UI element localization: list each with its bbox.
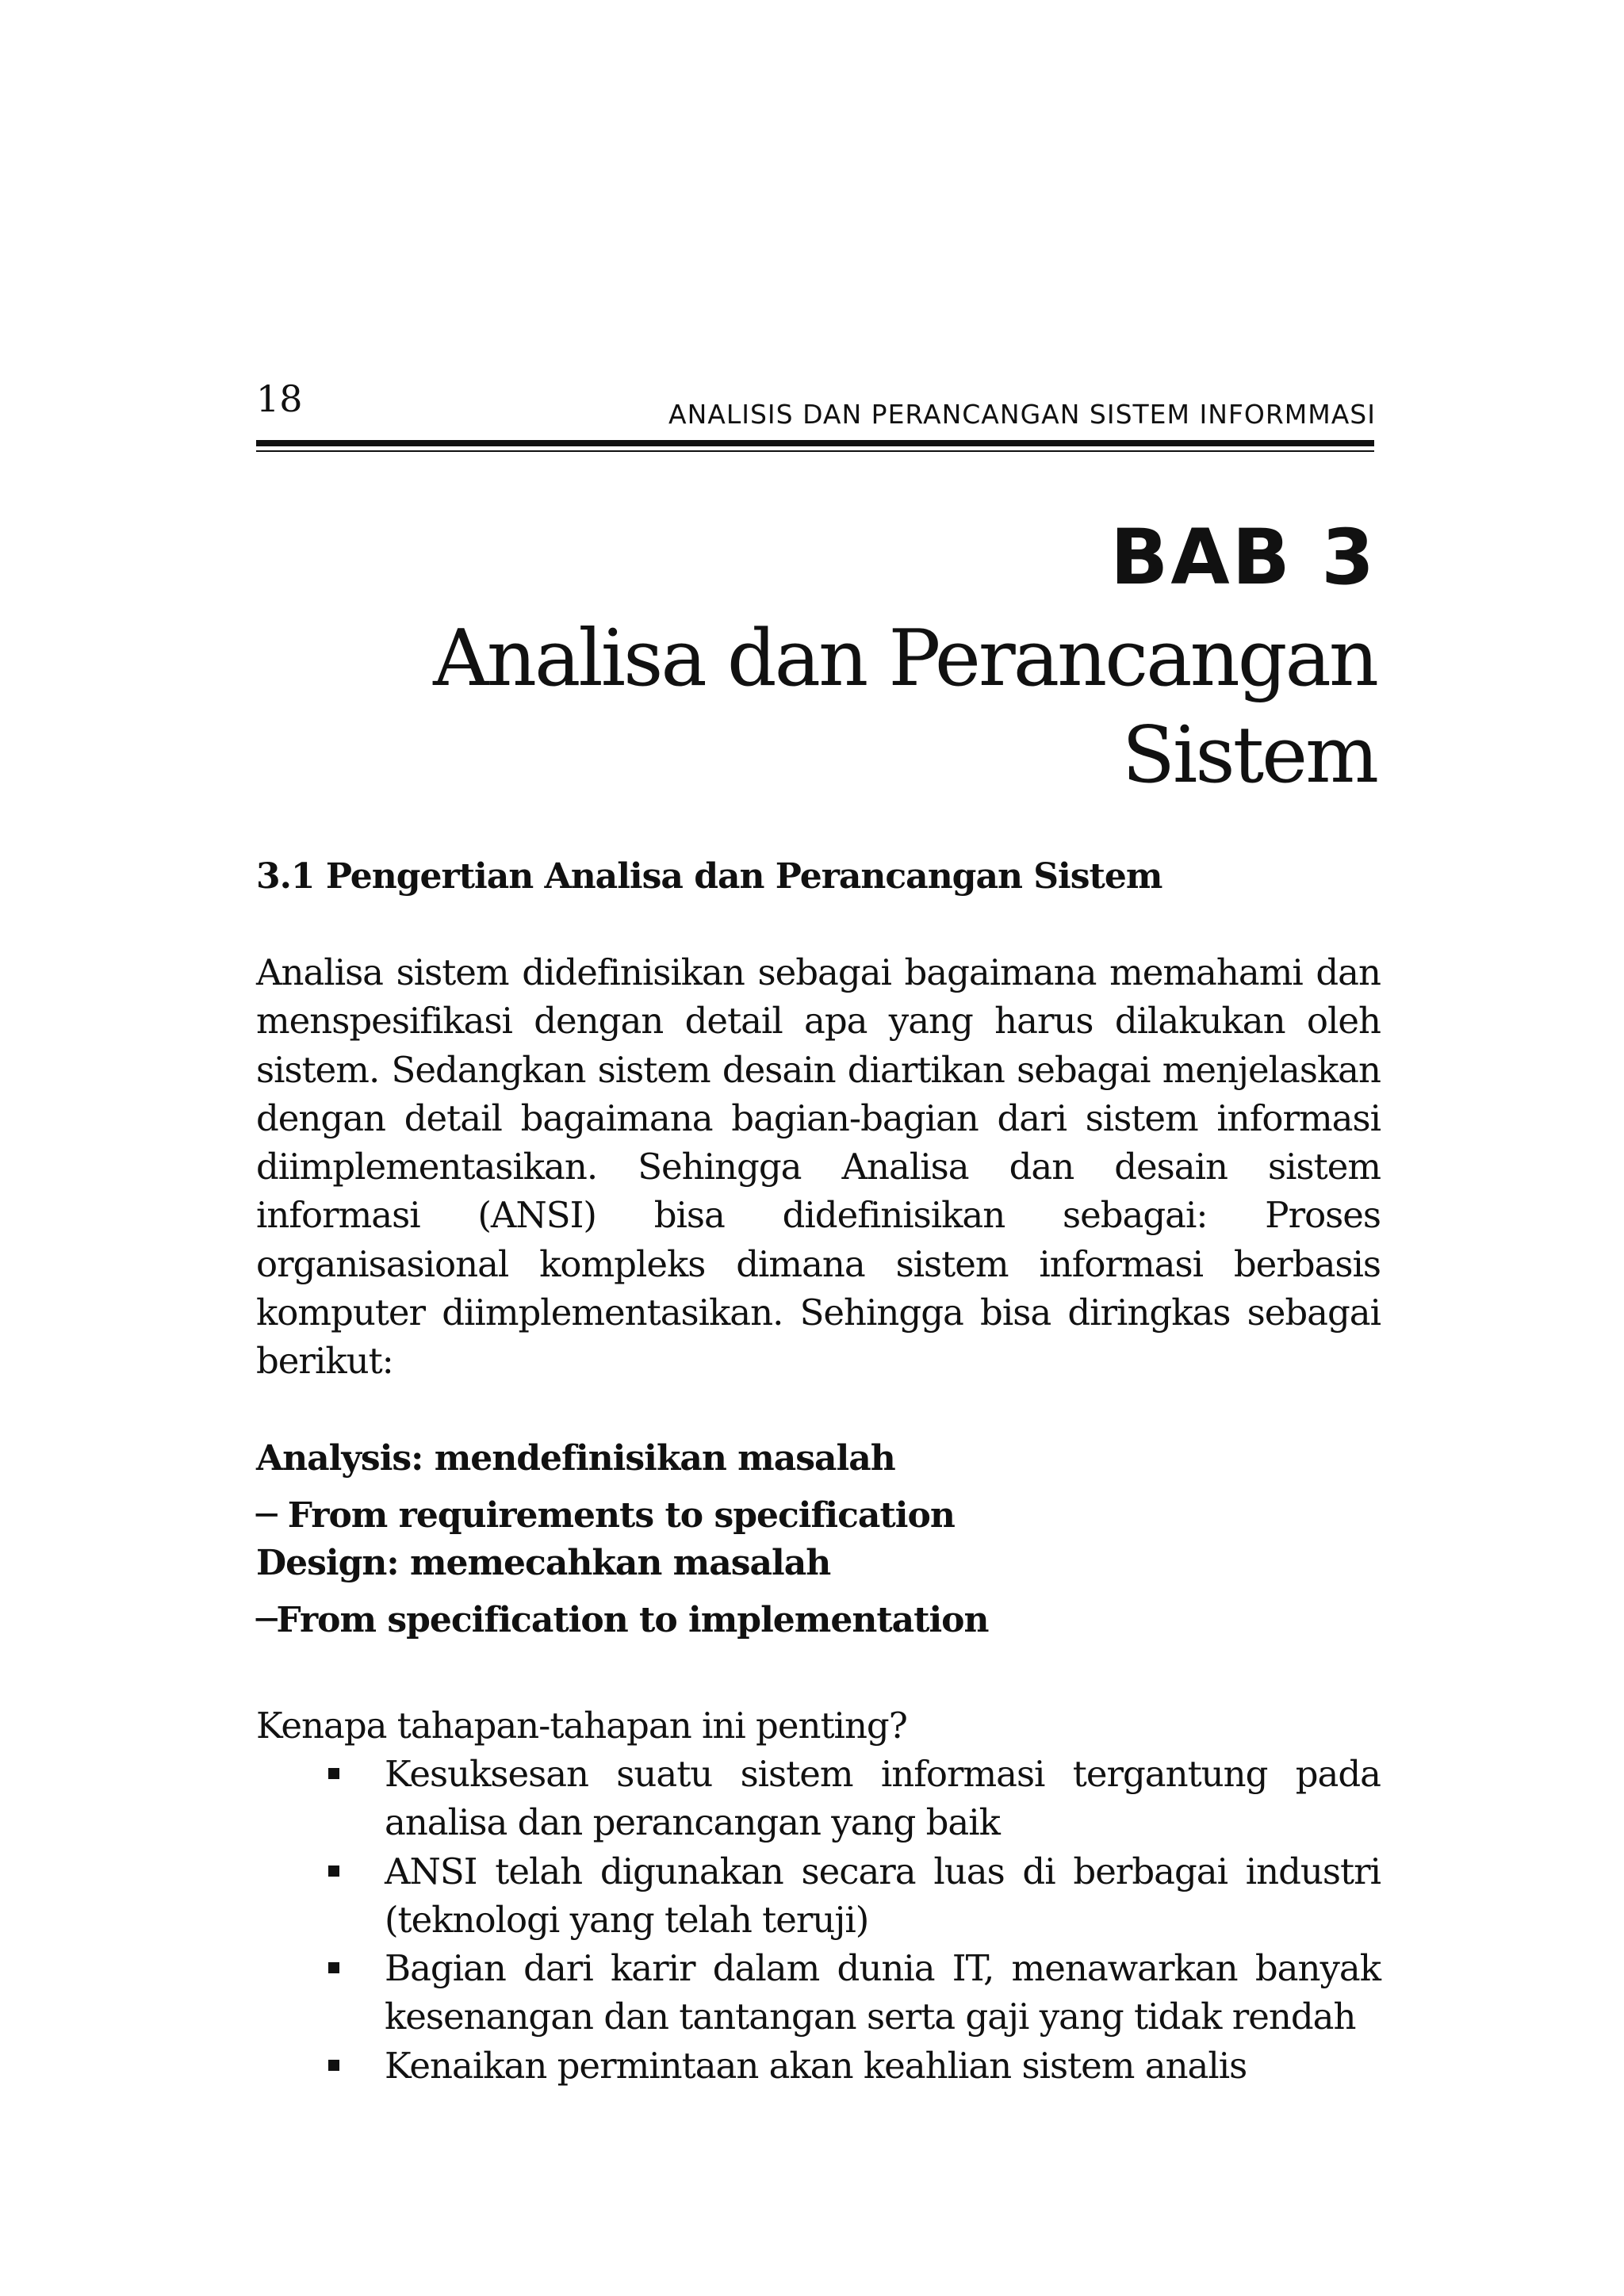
analysis-design-summary: [256, 1435, 1381, 1644]
chapter-number: BAB 3: [1110, 513, 1377, 602]
design-line: Design: memecahkan masalah: [256, 1543, 831, 1583]
list-item: [256, 1944, 1381, 2042]
square-bullet-icon: [328, 2060, 339, 2071]
design-detail-line: ─From specification to implementation: [256, 1600, 989, 1640]
analysis-detail-line: ─ From requirements to specification: [256, 1495, 955, 1536]
list-item: [256, 1847, 1381, 1945]
running-header-title: ANALISIS DAN PERANCANGAN SISTEM INFORMMASI: [668, 399, 1376, 430]
list-item: [256, 2042, 1381, 2090]
square-bullet-icon: [328, 1866, 339, 1877]
list-item: [256, 1750, 1381, 1847]
list-item-text: Kenaikan permintaan akan keahlian sistem analis: [385, 2044, 1247, 2087]
list-item-text: Kesuksesan suatu sistem informasi tergantung pada analisa dan perancangan yang baik: [385, 1753, 1381, 1844]
header-rule-thick: [256, 440, 1374, 446]
list-item-text: Bagian dari karir dalam dunia IT, menawarkan banyak kesenangan dan tantangan serta gaji yang tidak rendah: [385, 1947, 1381, 2038]
section-paragraph: Analisa sistem didefinisikan sebagai bagaimana memahami dan menspesifikasi dengan detail apa yang harus dilakukan oleh sistem. Sedangkan sistem desain diartikan sebagai menjelaskan dengan detail bagaimana bagian-bagian dari sistem informasi diimplementasikan. Sehingga Analisa dan desain sistem informasi (ANSI) bisa didefinisikan sebagai: Proses organisasional kompleks dimana sistem informasi berbasis komputer diimplementasikan. Sehingga bisa diringkas sebagai berikut:: [256, 951, 1381, 1383]
section-heading: 3.1 Pengertian Analisa dan Perancangan Sistem: [256, 856, 1162, 897]
square-bullet-icon: [328, 1768, 339, 1779]
importance-question: Kenapa tahapan-tahapan ini penting?: [256, 1705, 907, 1747]
list-item-text: ANSI telah digunakan secara luas di berbagai industri (teknologi yang telah teruji): [385, 1850, 1381, 1941]
header-rule-thin: [256, 450, 1374, 452]
square-bullet-icon: [328, 1962, 339, 1973]
chapter-title: Analisa dan Perancangan Sistem: [433, 614, 1377, 801]
analysis-line: Analysis: mendefinisikan masalah: [256, 1438, 895, 1479]
importance-list: [256, 1750, 1381, 2090]
page-number: 18: [256, 377, 303, 420]
